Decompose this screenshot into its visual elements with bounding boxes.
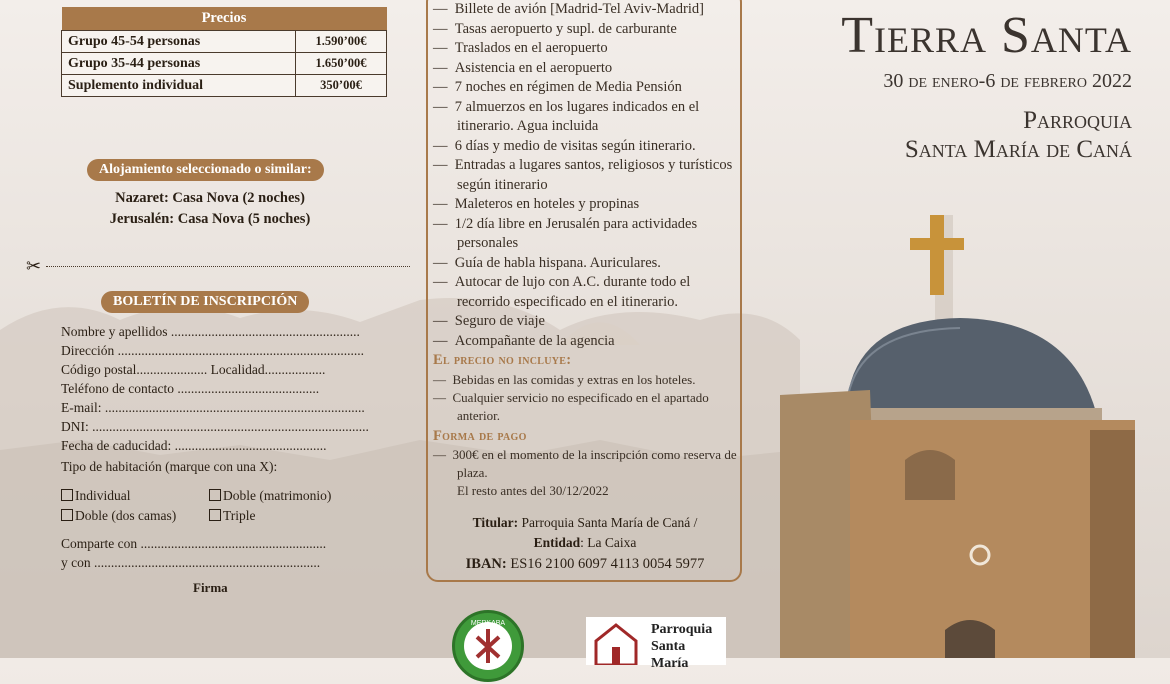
form-field-name[interactable]: Nombre y apellidos ........................................................ xyxy=(61,324,360,339)
cover-dates: 30 de enero-6 de febrero 2022 xyxy=(883,70,1132,92)
list-item: — 7 almuerzos en los lugares indicados en el itinerario. Agua incluida xyxy=(433,98,700,134)
price-label: Grupo 45-54 personas xyxy=(62,31,296,53)
price-row xyxy=(62,31,387,53)
list-item: — Asistencia en el aeropuerto xyxy=(433,59,613,76)
room-option-doble-dos-camas[interactable] xyxy=(61,508,176,524)
list-item: — Entradas a lugares santos, religiosos y turísticos según itinerario xyxy=(433,157,733,193)
price-value: 350’00€ xyxy=(296,75,387,97)
form-field-dni[interactable]: DNI: .................................................................................. xyxy=(61,419,369,434)
merkaba-logo xyxy=(452,610,524,682)
accommodation-title: Alojamiento seleccionado o similar: xyxy=(87,159,324,181)
price-row xyxy=(62,75,387,97)
checkbox-icon[interactable] xyxy=(61,489,73,501)
price-table xyxy=(61,7,387,97)
includes-list xyxy=(433,0,743,500)
not-included-title: El precio no incluye: xyxy=(433,352,572,368)
room-option-label: Doble (dos camas) xyxy=(75,508,177,523)
form-field-expiry[interactable]: Fecha de caducidad: ............................................. xyxy=(61,438,327,453)
payment-rest: El resto antes del 30/12/2022 xyxy=(457,483,609,498)
list-item: — Acompañante de la agencia xyxy=(433,332,615,349)
list-item: — Traslados en el aeropuerto xyxy=(433,40,608,56)
logo-text: Santa María xyxy=(651,639,689,671)
logo-text: Parroquia xyxy=(651,622,713,637)
room-option-doble-matrimonio[interactable] xyxy=(209,488,331,504)
room-option-triple[interactable] xyxy=(209,508,256,524)
room-option-label: Doble (matrimonio) xyxy=(223,488,332,503)
form-field-email[interactable]: E-mail: ............................................................................. xyxy=(61,400,365,415)
checkbox-icon[interactable] xyxy=(209,489,221,501)
price-table-header: Precios xyxy=(62,7,387,31)
middle-panel xyxy=(420,0,760,658)
list-item: — Maleteros en hoteles y propinas xyxy=(433,196,640,212)
titular-line: Titular: Parroquia Santa María de Caná / xyxy=(472,515,698,530)
svg-text:MERKABA: MERKABA xyxy=(470,620,506,627)
price-label: Grupo 35-44 personas xyxy=(62,53,296,75)
price-value: 1.650’00€ xyxy=(296,53,387,75)
payment-title: Forma de pago xyxy=(433,427,527,444)
price-label: Suplemento individual xyxy=(62,75,296,97)
room-type-prompt: Tipo de habitación (marque con una X): xyxy=(61,459,278,474)
list-item: — Cualquier servicio no especificado en el apartado anterior. xyxy=(433,389,709,423)
list-item: — Autocar de lujo con A.C. durante todo el recorrido especificado en el itinerario. xyxy=(433,274,691,310)
list-item: — Guía de habla hispana. Auriculares. xyxy=(433,254,661,271)
church-dome-image xyxy=(760,200,1170,658)
list-item: — 6 días y medio de visitas según itinerario. xyxy=(433,137,696,154)
form-field-address[interactable]: Dirección ......................................................................... xyxy=(61,343,364,358)
list-item: — 300€ en el momento de la inscripción como reserva de plaza. xyxy=(433,447,737,480)
entidad-line: Entidad: La Caixa xyxy=(533,535,637,550)
scissors-icon: ✂ xyxy=(26,256,42,276)
left-panel xyxy=(0,0,420,658)
list-item: — 7 noches en régimen de Media Pensión xyxy=(433,79,682,95)
form-field-share-1[interactable]: Comparte con ....................................................... xyxy=(61,536,327,551)
cover-title: Tierra Santa xyxy=(841,7,1132,64)
list-item: — Bebidas en las comidas y extras en los hoteles. xyxy=(433,371,696,387)
form-field-phone[interactable]: Teléfono de contacto .......................................... xyxy=(61,381,320,396)
room-option-label: Triple xyxy=(223,508,256,523)
list-item: — Seguro de viaje xyxy=(433,313,545,329)
hotel-line-jerusalen: Jerusalén: Casa Nova (5 noches) xyxy=(109,211,311,227)
list-item: — Tasas aeropuerto y supl. de carburante xyxy=(433,20,677,37)
cover-panel xyxy=(760,0,1170,658)
hotel-line-nazaret: Nazaret: Casa Nova (2 noches) xyxy=(115,190,305,206)
form-field-postal-locality[interactable]: Código postal..................... Localidad.................. xyxy=(61,362,326,377)
cut-line xyxy=(46,266,410,267)
room-option-individual[interactable] xyxy=(61,488,131,504)
iban-line: IBAN: ES16 2100 6097 4113 0054 5977 xyxy=(465,556,705,572)
form-field-share-2[interactable]: y con ................................................................... xyxy=(61,555,321,570)
registration-form-title: BOLETÍN DE INSCRIPCIÓN xyxy=(101,291,309,313)
cover-parish: Parroquia Santa María de Caná xyxy=(904,107,1132,163)
list-item: — Billete de avión [Madrid-Tel Aviv-Madrid] xyxy=(433,1,704,17)
signature-label: Firma xyxy=(193,580,228,595)
price-value: 1.590’00€ xyxy=(296,31,387,53)
checkbox-icon[interactable] xyxy=(209,509,221,521)
list-item: — 1/2 día libre en Jerusalén para actividades personales xyxy=(433,215,698,251)
room-option-label: Individual xyxy=(75,488,131,503)
checkbox-icon[interactable] xyxy=(61,509,73,521)
price-row xyxy=(62,53,387,75)
